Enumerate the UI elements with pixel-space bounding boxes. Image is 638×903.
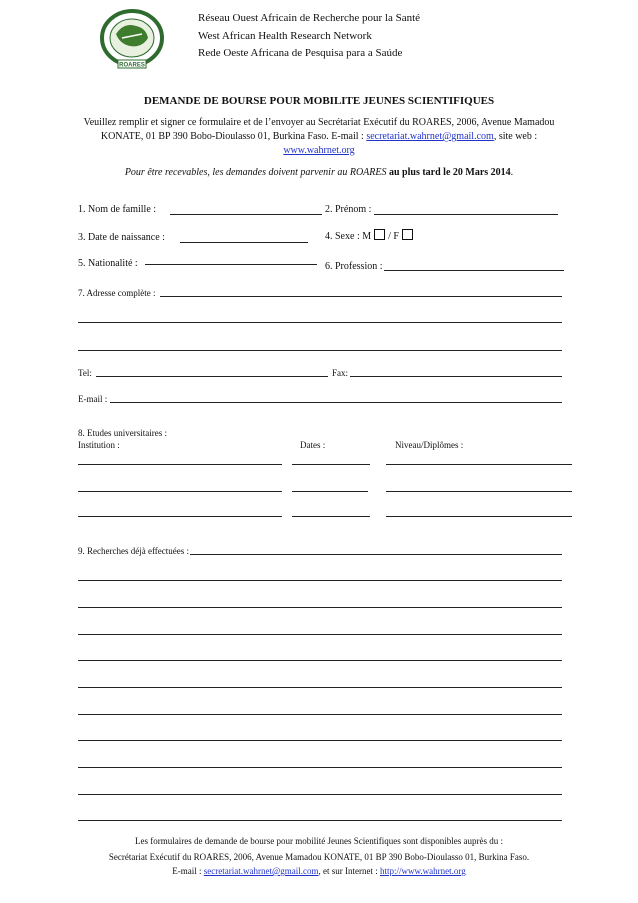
input-recherches-7[interactable] (78, 714, 562, 715)
deadline-note: Pour être recevables, les demandes doivent parvenir au ROARES au plus tard le 20 Mars 2014. (124, 167, 514, 178)
label-nationalite: 5. Nationalité : (78, 258, 138, 269)
input-adresse-1[interactable] (160, 296, 562, 297)
label-adresse: 7. Adresse complète : (78, 288, 156, 298)
input-email[interactable] (110, 402, 562, 403)
label-sexe: 4. Sexe : M / F (325, 229, 416, 242)
col-niveau: Niveau/Diplômes : (395, 440, 464, 450)
input-institution-2[interactable] (78, 491, 282, 492)
input-adresse-3[interactable] (78, 350, 562, 351)
input-recherches-10[interactable] (78, 794, 562, 795)
input-prenom[interactable] (374, 214, 558, 215)
org-name-en: West African Health Research Network (198, 30, 372, 42)
input-naissance[interactable] (180, 242, 308, 243)
input-nationalite[interactable] (145, 264, 317, 265)
label-nom: 1. Nom de famille : (78, 204, 157, 215)
label-tel: Tel: (78, 368, 92, 378)
intro-line-3 (0, 145, 638, 156)
label-fax: Fax: (332, 368, 349, 378)
input-recherches-8[interactable] (78, 740, 562, 741)
input-recherches-2[interactable] (78, 580, 562, 581)
intro-line-2: KONATE, 01 BP 390 Bobo-Dioulasso 01, Burkina Faso. E-mail : secretariat.wahrnet@gmail.com, site web : (100, 131, 538, 142)
input-adresse-2[interactable] (78, 322, 562, 323)
footer-site-link[interactable]: http://www.wahrnet.org (379, 866, 466, 876)
intro-site-link[interactable]: www.wahrnet.org (283, 145, 355, 156)
input-dates-1[interactable] (292, 464, 370, 465)
input-recherches-3[interactable] (78, 607, 562, 608)
input-dates-2[interactable] (292, 491, 368, 492)
input-profession[interactable] (384, 270, 564, 271)
input-recherches-4[interactable] (78, 634, 562, 635)
label-prenom: 2. Prénom : (325, 204, 372, 215)
input-institution-3[interactable] (78, 516, 282, 517)
input-niveau-3[interactable] (386, 516, 572, 517)
input-tel[interactable] (96, 376, 328, 377)
etudes-heading: 8. Etudes universitaires : (78, 428, 167, 438)
logo-text: ROARES (119, 62, 145, 69)
input-institution-1[interactable] (78, 464, 282, 465)
label-email: E-mail : (78, 394, 108, 404)
intro-email-link[interactable]: secretariat.wahrnet@gmail.com (366, 131, 494, 142)
footer-line-3: E-mail : secretariat.wahrnet@gmail.com, et sur Internet : http://www.wahrnet.org (172, 866, 466, 876)
col-institution: Institution : (78, 440, 120, 450)
input-recherches-11[interactable] (78, 820, 562, 821)
input-nom[interactable] (170, 214, 322, 215)
input-niveau-1[interactable] (386, 464, 572, 465)
checkbox-sexe-m[interactable] (374, 229, 385, 240)
input-recherches-6[interactable] (78, 687, 562, 688)
label-profession: 6. Profession : (325, 261, 383, 272)
label-naissance: 3. Date de naissance : (78, 232, 165, 243)
col-dates: Dates : (300, 440, 326, 450)
recherches-heading: 9. Recherches déjà effectuées : (78, 546, 190, 556)
footer-line-1: Les formulaires de demande de bourse pour mobilité Jeunes Scientifiques sont disponibles auprès du : (135, 836, 503, 846)
form-title: DEMANDE DE BOURSE POUR MOBILITE JEUNES SCIENTIFIQUES (143, 95, 495, 107)
input-recherches-9[interactable] (78, 767, 562, 768)
intro-line-1: Veuillez remplir et signer ce formulaire et de l’envoyer au Secrétariat Exécutif du ROARES, 2006, Avenue Mamadou (83, 117, 555, 128)
org-name-fr: Réseau Ouest Africain de Recherche pour la Santé (198, 12, 421, 24)
checkbox-sexe-f[interactable] (402, 229, 413, 240)
input-fax[interactable] (350, 376, 562, 377)
input-recherches-5[interactable] (78, 660, 562, 661)
footer-line-2: Secrétariat Exécutif du ROARES, 2006, Avenue Mamadou KONATE, 01 BP 390 Bobo-Dioulasso 01, Burkina Faso. (108, 852, 530, 862)
input-recherches-1[interactable] (190, 554, 562, 555)
input-dates-3[interactable] (292, 516, 370, 517)
org-name-pt: Rede Oeste Africana de Pesquisa para a Saúde (198, 47, 403, 59)
input-niveau-2[interactable] (386, 491, 572, 492)
roares-logo (96, 8, 168, 70)
footer-email-link[interactable]: secretariat.wahrnet@gmail.com (203, 866, 319, 876)
